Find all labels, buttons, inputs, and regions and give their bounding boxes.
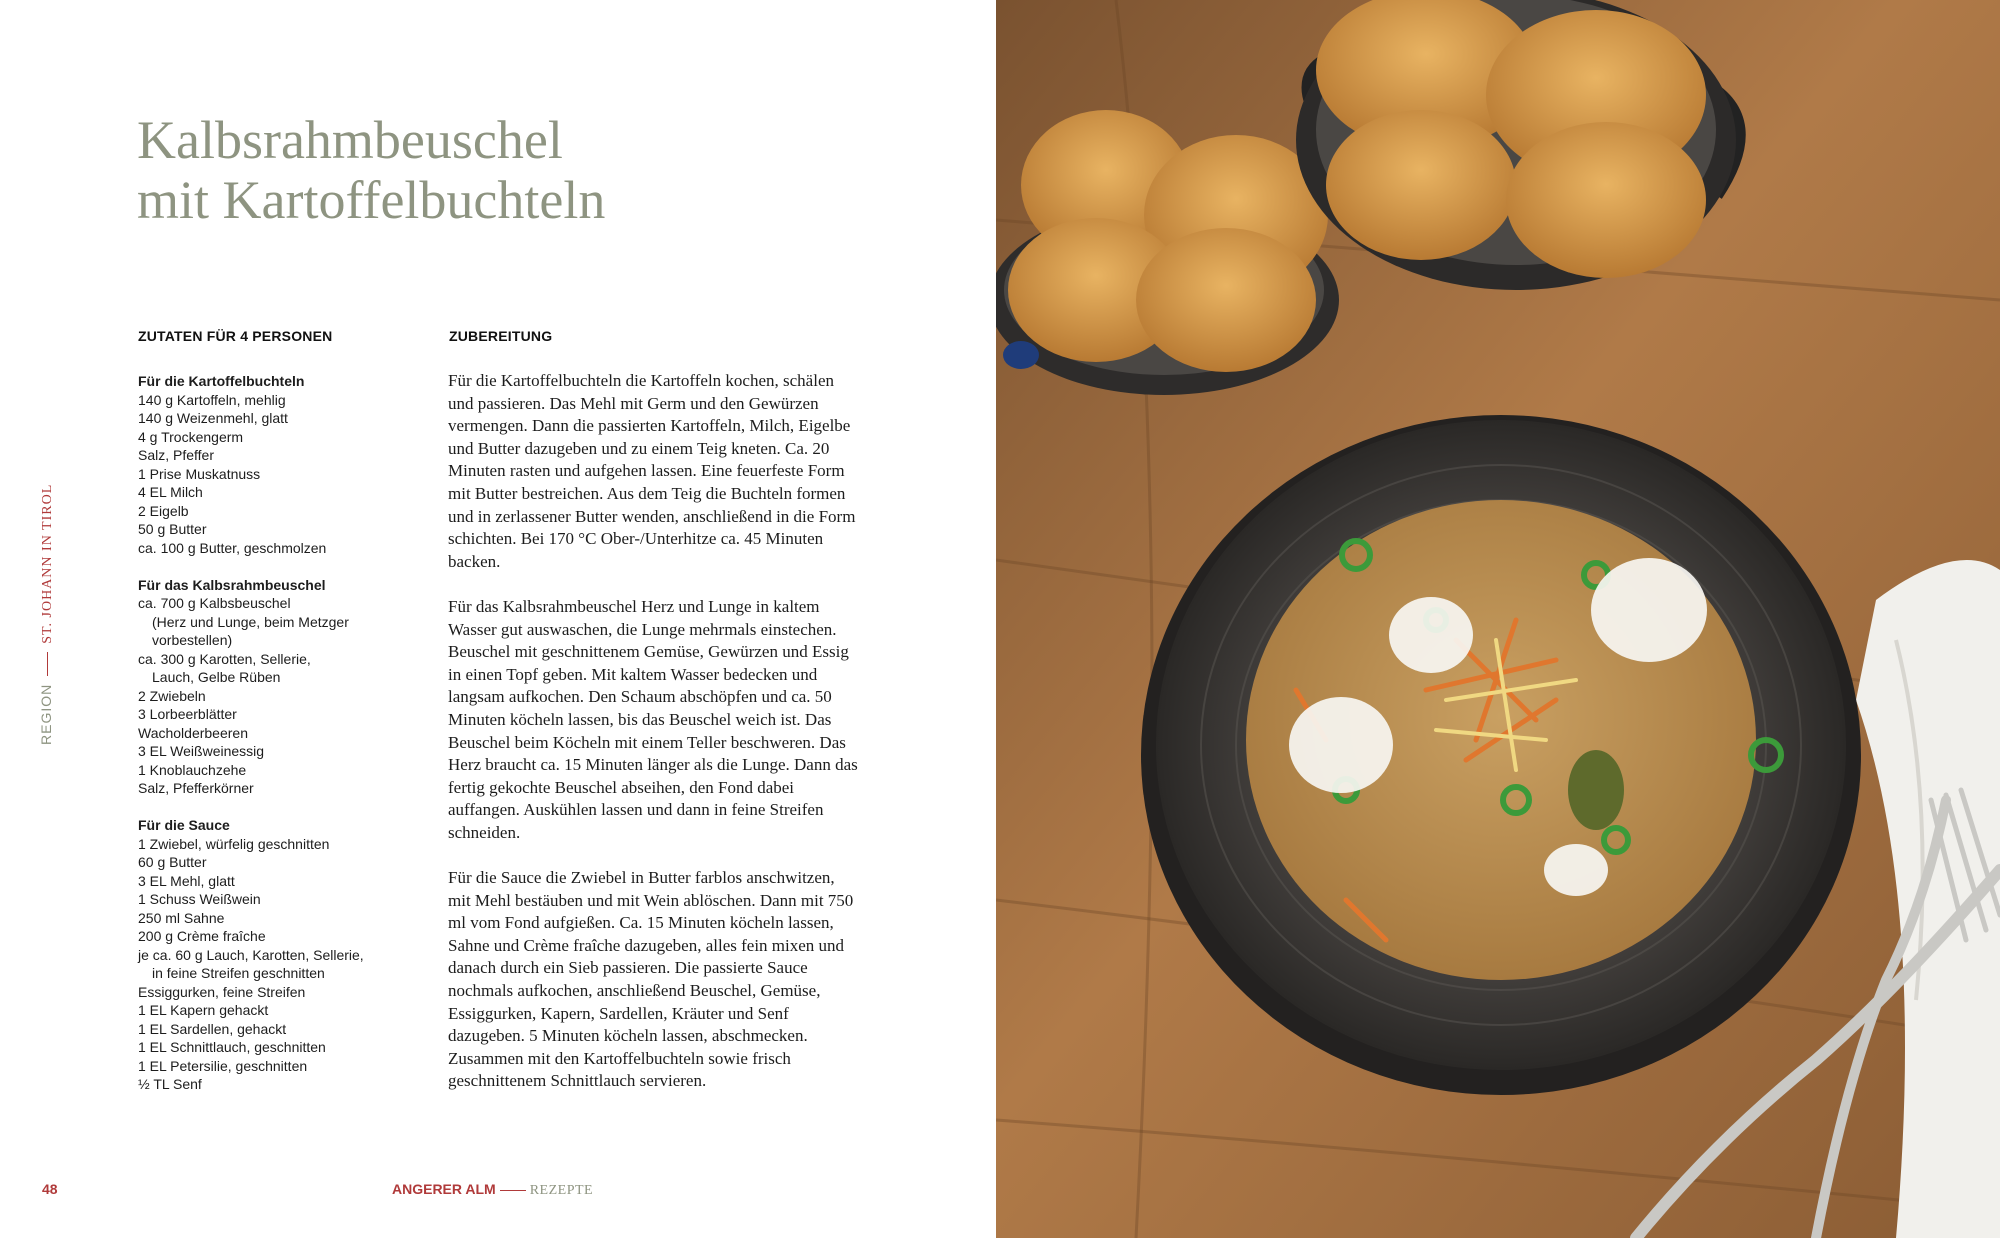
ingredient-item: 3 EL Mehl, glatt	[138, 872, 235, 889]
ingredient-item: 1 EL Kapern gehackt	[138, 1002, 269, 1018]
region-side-label	[38, 484, 56, 745]
ingredient-item: Salz, Pfefferkörner	[138, 780, 254, 796]
ingredient-item: 3 Lorbeerblätter	[138, 706, 237, 722]
footer-divider	[500, 1190, 526, 1191]
ingredients-heading: ZUTATEN FÜR 4 PERSONEN	[138, 328, 333, 344]
ingredient-item: 1 Zwiebel, würfelig geschnitten	[138, 835, 330, 852]
ingredient-item: ca. 300 g Karotten, Sellerie,	[138, 650, 311, 667]
left-page	[0, 0, 996, 1238]
ingredient-item: 1 Knoblauchzehe	[138, 761, 247, 778]
ingredient-item: 4 g Trockengerm	[138, 428, 244, 445]
ingredient-item: Lauch, Gelbe Rüben	[152, 669, 281, 685]
dish-photo	[996, 0, 2000, 1238]
title-line-2: mit Kartoffelbuchteln	[137, 170, 606, 230]
bread-pan-right	[1296, 0, 1739, 290]
ingredient-group-title: Für die Sauce	[138, 817, 230, 833]
recipe-title	[137, 110, 605, 230]
ingredient-item: 200 g Crème fraîche	[138, 928, 266, 944]
title-line-1: Kalbsrahmbeuschel	[137, 110, 563, 170]
ingredient-item: 1 Schuss Weißwein	[138, 891, 261, 907]
ingredient-item: 1 Prise Muskatnuss	[138, 465, 261, 482]
ingredient-group-beuschel	[138, 576, 428, 798]
footer-brand: ANGERER ALM	[392, 1181, 496, 1197]
region-label: REGION	[38, 683, 54, 745]
ingredient-item: ca. 100 g Butter, geschmolzen	[138, 539, 327, 556]
ingredient-item: 1 EL Petersilie, geschnitten	[138, 1057, 308, 1074]
ingredient-item: (Herz und Lunge, beim Metzger	[152, 613, 349, 630]
ingredient-item: 2 Zwiebeln	[138, 687, 206, 704]
ingredient-item: vorbestellen)	[152, 632, 233, 648]
preparation-paragraph: Für das Kalbsrahmbeuschel Herz und Lunge in kaltem Wasser gut auswaschen, die Lunge mehrmals einstechen. Beuschel mit geschnittenem Gemüse, Gewürzen und Essig in einen Topf geben. Mit kaltem Wasser bedecken und langsam aufkochen. Den Schaum abschöpfen und ca. 50 Minuten köcheln lassen, bis das Beuschel weich ist. Das Beuschel beim Köcheln mit einem Teller beschweren. Das Herz braucht ca. 15 Minuten länger als die Lunge. Dann das fertig gekochte Beuschel abseihen, den Fond dabei auffangen. Auskühlen lassen und dann in feine Streifen schneiden.	[448, 596, 858, 842]
preparation-paragraph: Für die Kartoffelbuchteln die Kartoffeln kochen, schälen und passieren. Das Mehl mit Germ und den Gewürzen vermengen. Dann die passierten Kartoffeln, Milch, Eigelbe und Butter dazugeben und zu einem Teig kneten. Ca. 20 Minuten rasten und aufgehen lassen. Eine feuerfeste Form mit Butter bestreichen. Aus dem Teig die Buchteln formen und in zerlassener Butter wenden, anschließend in die Form schichten. Bei 170 °C Ober-/Unterhitze ca. 45 Minuten backen.	[448, 371, 856, 571]
region-divider	[47, 652, 48, 676]
footer-section: REZEPTE	[529, 1183, 594, 1198]
ingredient-item: 140 g Kartoffeln, mehlig	[138, 391, 286, 408]
preparation-heading: ZUBEREITUNG	[449, 328, 553, 344]
ingredient-item: 1 EL Sardellen, gehackt	[138, 1020, 287, 1037]
ingredient-item: 50 g Butter	[138, 521, 207, 537]
page-number: 48	[42, 1181, 58, 1197]
ingredient-item: 140 g Weizenmehl, glatt	[138, 410, 288, 426]
ingredient-item: in feine Streifen geschnitten	[152, 965, 325, 981]
ingredient-item: 3 EL Weißweinessig	[138, 743, 265, 759]
bread-pan-left	[996, 110, 1339, 395]
ingredient-item: Essiggurken, feine Streifen	[138, 983, 306, 1000]
ingredient-item: ca. 700 g Kalbsbeuschel	[138, 595, 291, 611]
ingredient-item: 2 Eigelb	[138, 502, 189, 519]
running-footer	[392, 1181, 593, 1199]
ingredient-group-sauce	[138, 816, 428, 1094]
region-place: ST. JOHANN IN TIROL	[40, 483, 55, 644]
ingredient-item: Wacholderbeeren	[138, 724, 248, 741]
ingredient-item: 60 g Butter	[138, 854, 207, 870]
ingredients-list	[138, 372, 428, 1112]
ingredient-item: je ca. 60 g Lauch, Karotten, Sellerie,	[138, 946, 364, 963]
ingredient-item: 4 EL Milch	[138, 484, 203, 500]
ingredient-item: Salz, Pfeffer	[138, 447, 215, 463]
ingredient-item: 1 EL Schnittlauch, geschnitten	[138, 1039, 326, 1055]
ingredient-group-buchteln	[138, 372, 428, 557]
ingredient-group-title: Für das Kalbsrahmbeuschel	[138, 576, 326, 593]
ingredient-item: 250 ml Sahne	[138, 909, 225, 926]
preparation-text	[448, 370, 858, 1116]
ingredient-group-title: Für die Kartoffelbuchteln	[138, 373, 305, 389]
ingredient-item: ½ TL Senf	[138, 1076, 202, 1092]
preparation-paragraph: Für die Sauce die Zwiebel in Butter farblos anschwitzen, mit Mehl bestäuben und mit Wein ablöschen. Dann mit 750 ml vom Fond aufgießen. Ca. 15 Minuten köcheln lassen, Sahne und Crème fraîche dazugeben, alles fein mixen und danach durch ein Sieb passieren. Die passierte Sauce nochmals aufkochen, anschließend Beuschel, Gemüse, Essiggurken, Kapern, Sardellen, Kräuter und Senf dazugeben. 5 Minuten köcheln lassen, abschmecken. Zusammen mit den Kartoffelbuchteln sowie frisch geschnittenem Schnittlauch servieren.	[448, 868, 854, 1091]
